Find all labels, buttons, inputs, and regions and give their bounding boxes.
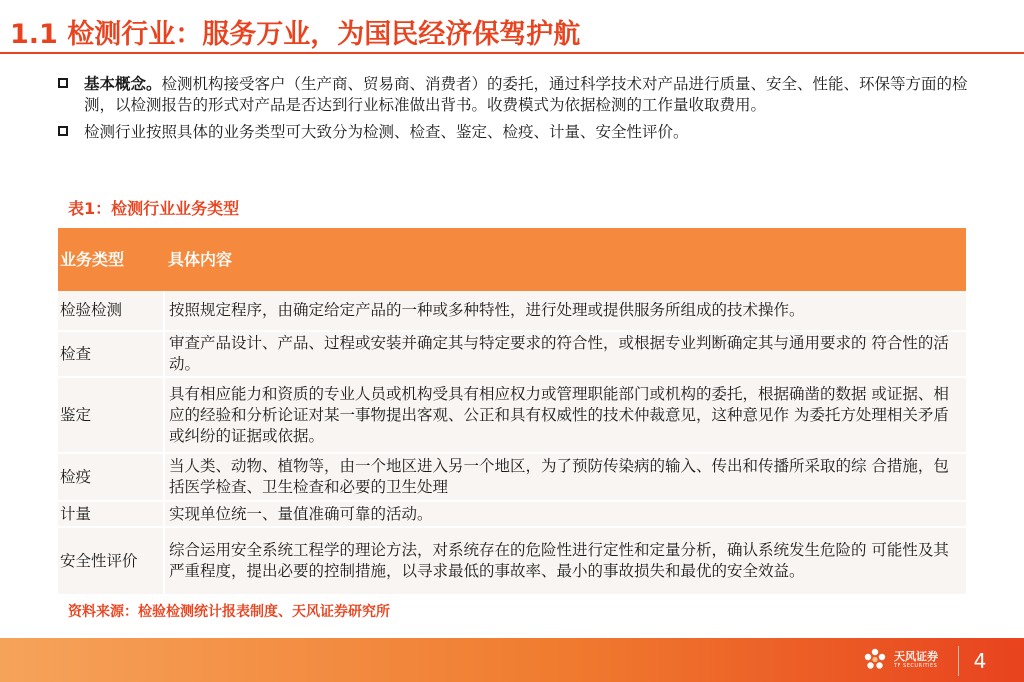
- table-row: [58, 527, 966, 595]
- bullet-text: 检测行业按照具体的业务类型可大致分为检测、检查、鉴定、检疫、计量、安全性评价。: [84, 123, 689, 141]
- bullet-lead: 基本概念。: [84, 75, 162, 93]
- table-row: [58, 291, 966, 331]
- bullet-list: [58, 74, 968, 149]
- type-cell: 检验检测: [58, 291, 164, 331]
- type-cell: 鉴定: [58, 377, 164, 453]
- table-header-row: [58, 228, 966, 291]
- table-row: [58, 377, 966, 453]
- source-note: 资料来源：检验检测统计报表制度、天风证券研究所: [68, 604, 390, 620]
- logo-wordmark: [894, 651, 938, 669]
- tf-flower-logo-icon: [862, 647, 888, 673]
- bullet-item: [58, 74, 968, 116]
- content-cell: 按照规定程序，由确定给定产品的一种或多种特性，进行处理或提供服务所组成的技术操作。: [164, 291, 966, 331]
- bullet-item: [58, 122, 968, 143]
- type-cell: 安全性评价: [58, 527, 164, 595]
- table-row: [58, 331, 966, 377]
- header-content: 具体内容: [164, 228, 966, 291]
- table-row: [58, 501, 966, 527]
- header-type: 业务类型: [58, 228, 164, 291]
- square-bullet-icon: [58, 78, 68, 88]
- table-caption: 表1：检测行业业务类型: [68, 199, 240, 218]
- page-number: 4: [958, 646, 1001, 676]
- table-row: [58, 453, 966, 501]
- page-title: 1.1 检测行业：服务万业，为国民经济保驾护航: [10, 19, 581, 50]
- business-types-table: [58, 228, 966, 596]
- logo-name-cn: 天风证券: [894, 650, 938, 663]
- content-cell: 具有相应能力和资质的专业人员或机构受具有相应权力或管理职能部门或机构的委托，根据确凿的数据 或证据、相应的经验和分析论证对某一事物提出客观、公正和具有权威性的技术仲裁意见，这种意见作 为委托方处理相关矛盾或纠纷的证据或依据。: [164, 377, 966, 453]
- type-cell: 计量: [58, 501, 164, 527]
- content-cell: 实现单位统一、量值准确可靠的活动。: [164, 501, 966, 527]
- content-cell: 审查产品设计、产品、过程或安装并确定其与特定要求的符合性，或根据专业判断确定其与通用要求的 符合性的活动。: [164, 331, 966, 377]
- title-divider: [0, 52, 1024, 54]
- content-cell: 当人类、动物、植物等，由一个地区进入另一个地区，为了预防传染病的输入、传出和传播所采取的综 合措施，包括医学检查、卫生检查和必要的卫生处理: [164, 453, 966, 501]
- logo-name-en: TF SECURITIES: [894, 663, 938, 669]
- bullet-text: 检测机构接受客户（生产商、贸易商、消费者）的委托，通过科学技术对产品进行质量、安全、性能、环保等方面的检测，以检测报告的形式对产品是否达到行业标准做出背书。收费模式为依据检测的工作量收取费用。: [84, 75, 968, 114]
- square-bullet-icon: [58, 126, 68, 136]
- company-logo: [862, 647, 938, 673]
- content-cell: 综合运用安全系统工程学的理论方法，对系统存在的危险性进行定性和定量分析，确认系统发生危险的 可能性及其严重程度，提出必要的控制措施，以寻求最低的事故率、最小的事故损失和最优的安全效益。: [164, 527, 966, 595]
- type-cell: 检查: [58, 331, 164, 377]
- type-cell: 检疫: [58, 453, 164, 501]
